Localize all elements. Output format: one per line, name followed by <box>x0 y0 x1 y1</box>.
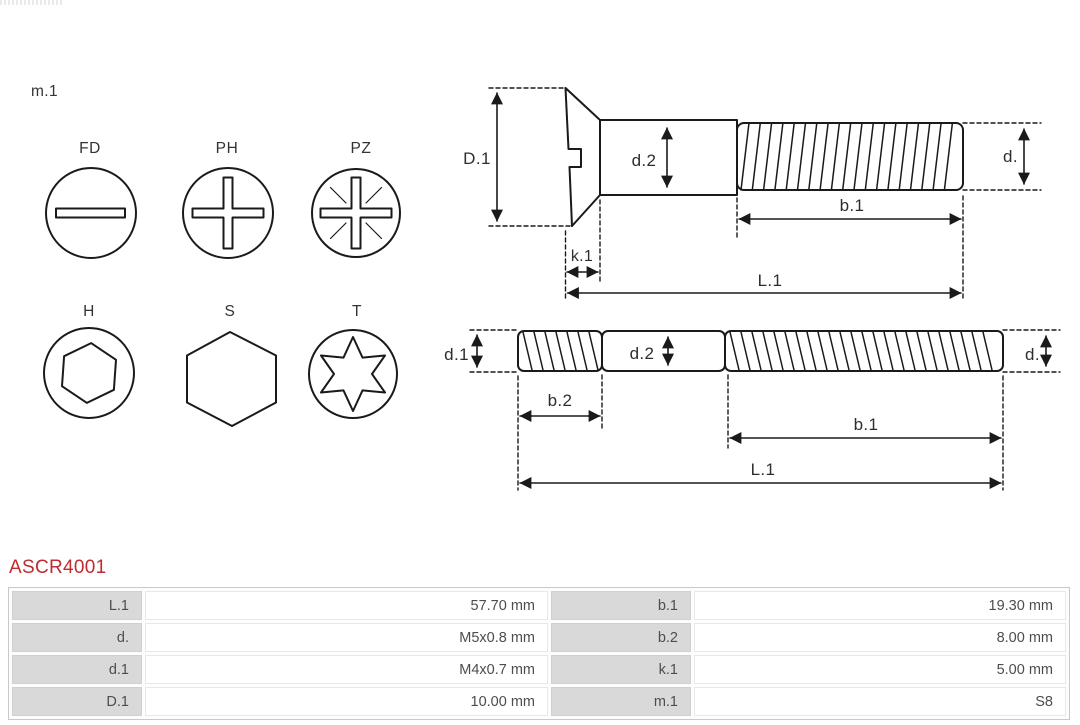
screw2-d1-label: d.1 <box>444 345 469 364</box>
spec-value-cell: 10.00 mm <box>145 687 548 716</box>
spec-label-cell: d. <box>12 623 142 652</box>
spec-row <box>12 591 1066 620</box>
hex-head-icon <box>187 303 276 426</box>
spec-row <box>12 687 1066 716</box>
thread-hatching-right <box>730 332 992 370</box>
fd-head-icon <box>46 140 136 258</box>
screw2-d2-label: d.2 <box>629 344 655 363</box>
spec-label-cell: b.1 <box>551 591 691 620</box>
spec-value-cell: 57.70 mm <box>145 591 548 620</box>
screw2-L1-label: L.1 <box>750 460 776 479</box>
spec-label-cell: m.1 <box>551 687 691 716</box>
t-label: T <box>351 303 363 320</box>
screw1-k1-label: k.1 <box>570 248 594 265</box>
spec-value-cell: S8 <box>694 687 1066 716</box>
spec-value-cell: 19.30 mm <box>694 591 1066 620</box>
screw1-d2-label: d.2 <box>631 151 657 170</box>
fd-label: FD <box>79 140 101 157</box>
spec-label-cell: k.1 <box>551 655 691 684</box>
spec-label-cell: d.1 <box>12 655 142 684</box>
spec-section <box>8 556 1070 720</box>
thread-hatching <box>741 123 952 190</box>
h-label: H <box>83 303 95 320</box>
screw1-L1-label: L.1 <box>757 271 783 290</box>
pz-label: PZ <box>350 140 372 157</box>
spec-value-cell: M4x0.7 mm <box>145 655 548 684</box>
screw2-b2-label: b.2 <box>547 391 573 410</box>
screw1-d-label: d. <box>1003 147 1018 166</box>
m1-label: m.1 <box>31 83 59 100</box>
s-label: S <box>224 303 236 320</box>
spec-value-cell: M5x0.8 mm <box>145 623 548 652</box>
hex-socket-head-icon <box>44 303 134 418</box>
spec-row <box>12 623 1066 652</box>
stud-diagram <box>444 330 1060 490</box>
spec-value-cell: 8.00 mm <box>694 623 1066 652</box>
pz-head-icon <box>312 140 400 257</box>
ph-label: PH <box>215 140 239 157</box>
screw2-d-label: d. <box>1025 345 1040 364</box>
thread-hatching-left <box>523 332 598 370</box>
torx-head-icon <box>309 303 397 418</box>
spec-label-cell: D.1 <box>12 687 142 716</box>
spec-row <box>12 655 1066 684</box>
screw1-D1-label: D.1 <box>463 149 491 168</box>
corner-watermark-artifact <box>0 0 62 5</box>
countersunk-screw-diagram <box>463 88 1041 300</box>
spec-value-cell: 5.00 mm <box>694 655 1066 684</box>
spec-table <box>8 587 1070 720</box>
part-number-heading: ASCR4001 <box>9 557 107 578</box>
ph-head-icon <box>183 140 273 258</box>
screw2-b1-label: b.1 <box>853 415 879 434</box>
screw1-b1-label: b.1 <box>839 196 865 215</box>
spec-label-cell: L.1 <box>12 591 142 620</box>
spec-label-cell: b.2 <box>551 623 691 652</box>
